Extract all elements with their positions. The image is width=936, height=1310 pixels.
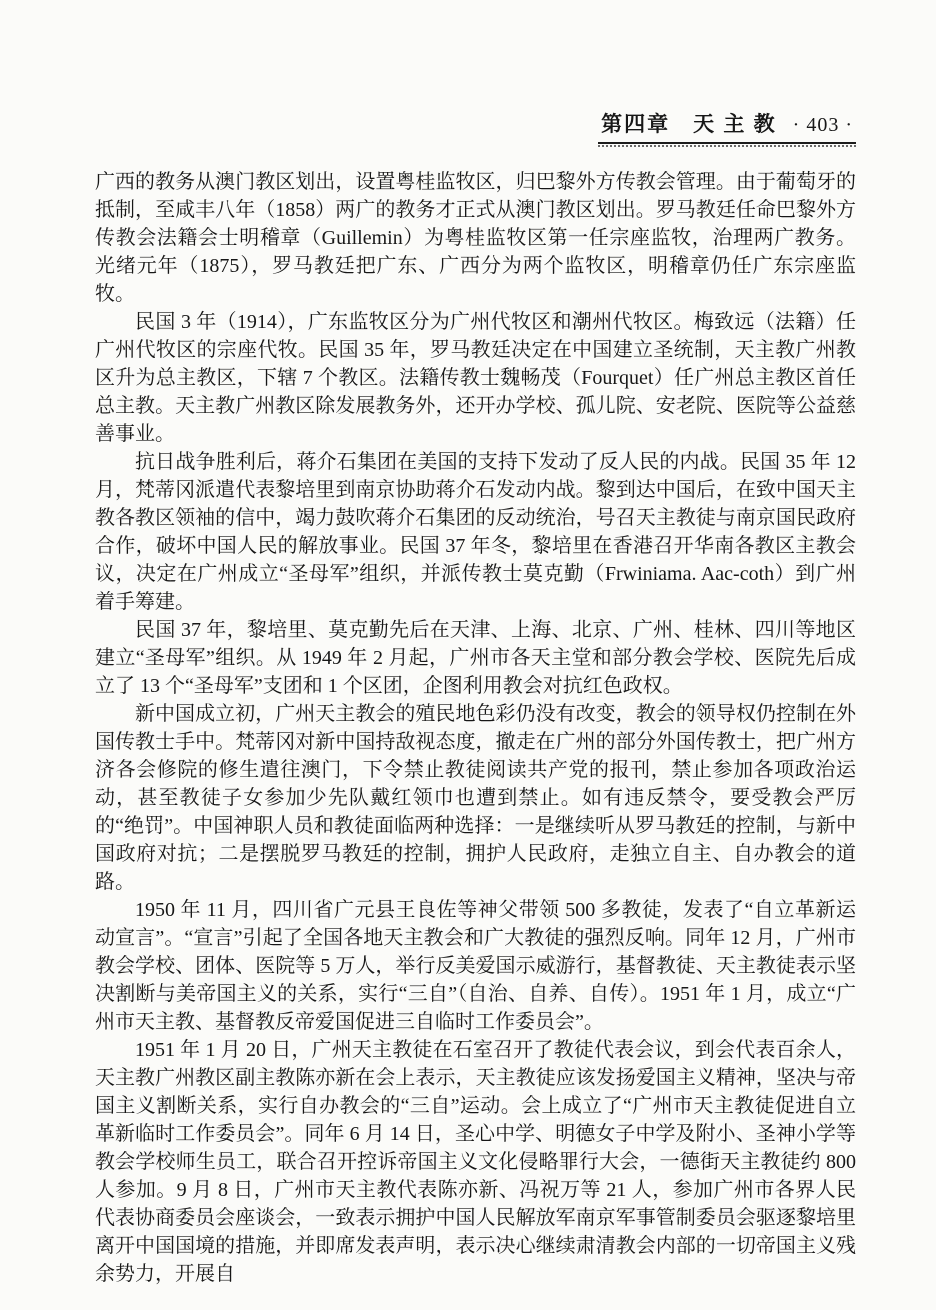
body-text (95, 168, 856, 1288)
paragraph-1: 广西的教务从澳门教区划出，设置粤桂监牧区，归巴黎外方传教会管理。由于葡萄牙的抵制，至咸丰八年（1858）两广的教务才正式从澳门教区划出。罗马教廷任命巴黎外方传教会法籍会士明稽章（Guillemin）为粤桂监牧区第一任宗座监牧，治理两广教务。光绪元年（1875），罗马教廷把广东、广西分为两个监牧区，明稽章仍任广东宗座监牧。 (95, 171, 856, 305)
page-number: · 403 · (792, 114, 853, 136)
paragraph-5: 新中国成立初，广州天主教会的殖民地色彩仍没有改变，教会的领导权仍控制在外国传教士手中。梵蒂冈对新中国持敌视态度，撤走在广州的部分外国传教士，把广州方济各会修院的修生遣往澳门，下令禁止教徒阅读共产党的报刊，禁止参加各项政治运动，甚至教徒子女参加少先队戴红领巾也遭到禁止。如有违反禁令，要受教会严厉的“绝罚”。中国神职人员和教徒面临两种选择：一是继续听从罗马教廷的控制，与新中国政府对抗；二是摆脱罗马教廷的控制，拥护人民政府，走独立自主、自办教会的道路。 (95, 703, 856, 893)
running-head (598, 112, 856, 144)
chapter-title: 第四章 天 主 教 (601, 112, 777, 136)
paragraph-6: 1950 年 11 月，四川省广元县王良佐等神父带领 500 多教徒，发表了“自立革新运动宣言”。“宣言”引起了全国各地天主教会和广大教徒的强烈反响。同年 12 月，广州市教会学校、团体、医院等 5 万人，举行反美爱国示威游行，基督教徒、天主教徒表示坚决割断与美帝国主义的关系，实行“三自”（自治、自养、自传）。1951 年 1 月，成立“广州市天主教、基督教反帝爱国促进三自临时工作委员会”。 (95, 899, 856, 1033)
paragraph-3: 抗日战争胜利后，蒋介石集团在美国的支持下发动了反人民的内战。民国 35 年 12 月，梵蒂冈派遣代表黎培里到南京协助蒋介石发动内战。黎到达中国后，在致中国天主教各教区领袖的信中，竭力鼓吹蒋介石集团的反动统治，号召天主教徒与南京国民政府合作，破坏中国人民的解放事业。民国 37 年冬，黎培里在香港召开华南各教区主教会议，决定在广州成立“圣母军”组织，并派传教士莫克勤（Frwiniama. Aac-coth）到广州着手筹建。 (95, 451, 856, 613)
paragraph-7: 1951 年 1 月 20 日，广州天主教徒在石室召开了教徒代表会议，到会代表百余人，天主教广州教区副主教陈亦新在会上表示，天主教徒应该发扬爱国主义精神，坚决与帝国主义割断关系，实行自办教会的“三自”运动。会上成立了“广州市天主教徒促进自立革新临时工作委员会”。同年 6 月 14 日，圣心中学、明德女子中学及附小、圣神小学等教会学校师生员工，联合召开控诉帝国主义文化侵略罪行大会，一德街天主教徒约 800 人参加。9 月 8 日，广州市天主教代表陈亦新、冯祝万等 21 人，参加广州市各界人民代表协商委员会座谈会，一致表示拥护中国人民解放军南京军事管制委员会驱逐黎培里离开中国国境的措施，并即席发表声明，表示决心继续肃清教会内部的一切帝国主义残余势力，开展自 (95, 1039, 856, 1285)
paragraph-4: 民国 37 年，黎培里、莫克勤先后在天津、上海、北京、广州、桂林、四川等地区建立“圣母军”组织。从 1949 年 2 月起，广州市各天主堂和部分教会学校、医院先后成立了 13 个“圣母军”支团和 1 个区团，企图利用教会对抗红色政权。 (95, 619, 856, 697)
page-header (95, 112, 856, 148)
paragraph-2: 民国 3 年（1914），广东监牧区分为广州代牧区和潮州代牧区。梅致远（法籍）任广州代牧区的宗座代牧。民国 35 年，罗马教廷决定在中国建立圣统制，天主教广州教区升为总主教区，下辖 7 个教区。法籍传教士魏畅茂（Fourquet）任广州总主教区首任总主教。天主教广州教区除发展教务外，还开办学校、孤儿院、安老院、医院等公益慈善事业。 (95, 311, 856, 445)
